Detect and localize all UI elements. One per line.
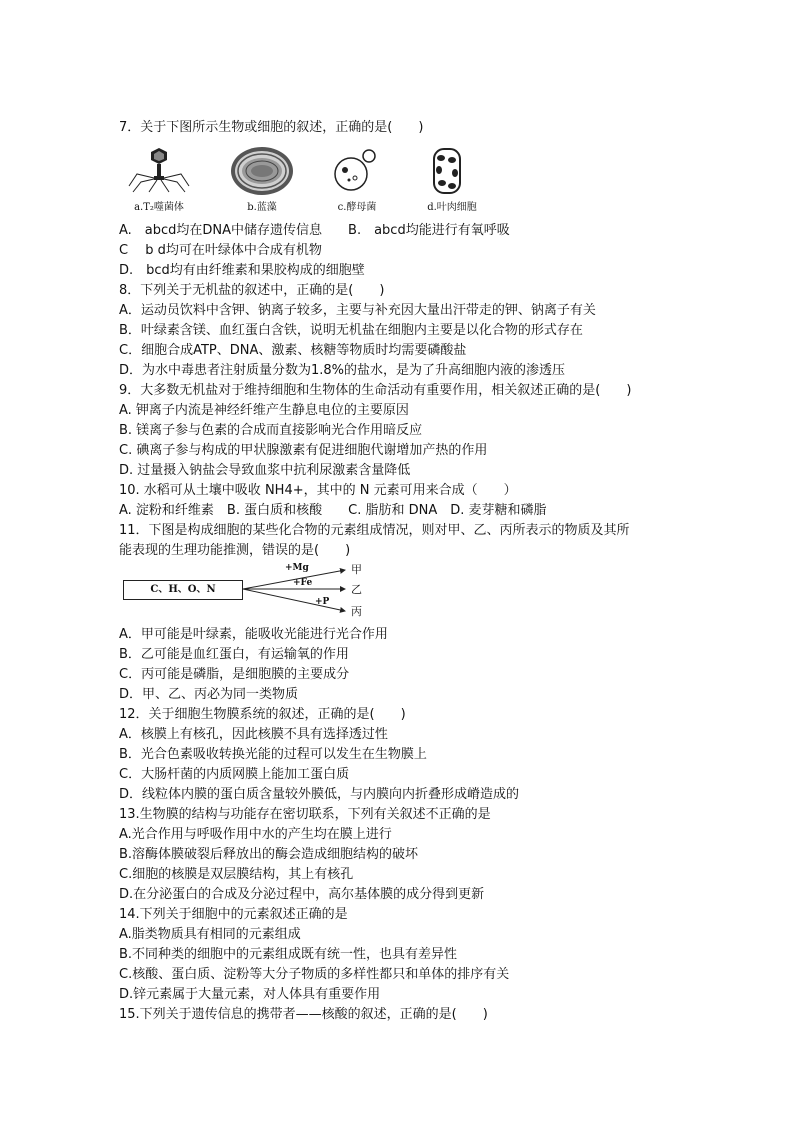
q12-option-a: A．核膜上有核孔，因此核膜不具有选择透过性	[119, 727, 388, 742]
caption-c: c.酵母菌	[337, 202, 377, 213]
q15-stem: 15.下列关于遗传信息的携带者——核酸的叙述，正确的是( )	[119, 1007, 488, 1022]
q7-option-c: C b d均可在叶绿体中合成有机物	[119, 243, 322, 258]
q10-stem: 10. 水稻可从土壤中吸收 NH4+，其中的 N 元素可用来合成（ ）	[119, 483, 517, 498]
caption-a: a.T₂噬菌体	[134, 202, 184, 213]
output-jia: 甲	[351, 563, 362, 576]
element-diagram	[123, 563, 383, 618]
q7-option-d: D. bcd均有由纤维素和果胶构成的细胞壁	[119, 263, 365, 278]
q8-option-a: A．运动员饮料中含钾、钠离子较多，主要与补充因大量出汗带走的钾、钠离子有关	[119, 303, 596, 318]
yeast-figure	[327, 146, 387, 213]
q9-option-d: D. 过量摄入钠盐会导致血浆中抗利尿激素含量降低	[119, 463, 411, 478]
q11-option-d: D．甲、乙、丙必为同一类物质	[119, 687, 299, 702]
q13-stem: 13.生物膜的结构与功能存在密切联系，下列有关叙述不正确的是	[119, 807, 491, 822]
q13-option-d: D.在分泌蛋白的合成及分泌过程中，高尔基体膜的成分得到更新	[119, 887, 485, 902]
phage-icon	[119, 146, 199, 196]
label-mg: +Mg	[285, 563, 309, 573]
q11-stem-line2: 能表现的生理功能推测，错误的是( )	[119, 543, 351, 558]
q9-option-a: A. 钾离子内流是神经纤维产生静息电位的主要原因	[119, 403, 409, 418]
q9-stem: 9．大多数无机盐对于维持细胞和生物体的生命活动有重要作用，相关叙述正确的是( )	[119, 383, 632, 398]
q14-stem: 14.下列关于细胞中的元素叙述正确的是	[119, 907, 348, 922]
element-box: C、H、O、N	[123, 580, 243, 600]
output-yi: 乙	[351, 583, 362, 596]
arrow-p	[243, 589, 345, 611]
label-fe: +Fe	[293, 578, 313, 588]
q11-option-c: C．丙可能是磷脂，是细胞膜的主要成分	[119, 667, 350, 682]
q14-option-a: A.脂类物质具有相同的元素组成	[119, 927, 301, 942]
q8-option-d: D．为水中毒患者注射质量分数为1.8%的盐水，是为了升高细胞内液的渗透压	[119, 363, 566, 378]
caption-b: b.蓝藻	[247, 202, 277, 213]
q9-option-c: C. 碘离子参与构成的甲状腺激素有促进细胞代谢增加产热的作用	[119, 443, 488, 458]
q12-option-d: D．线粒体内膜的蛋白质含量较外膜低，与内膜向内折叠形成嵴造成的	[119, 787, 520, 802]
q7-option-ab: A. abcd均在DNA中储存遗传信息 B. abcd均能进行有氧呼吸	[119, 223, 510, 238]
yeast-icon	[327, 146, 387, 196]
q8-option-b: B．叶绿素含镁、血红蛋白含铁，说明无机盐在细胞内主要是以化合物的形式存在	[119, 323, 583, 338]
q11-stem-line1: 11．下图是构成细胞的某些化合物的元素组成情况，则对甲、乙、丙所表示的物质及其所	[119, 523, 630, 538]
q13-option-c: C.细胞的核膜是双层膜结构，其上有核孔	[119, 867, 354, 882]
label-p: +P	[315, 597, 330, 607]
q12-option-c: C．大肠杆菌的内质网膜上能加工蛋白质	[119, 767, 350, 782]
q8-option-c: C．细胞合成ATP、DNA、激素、核糖等物质时均需要磷酸盐	[119, 343, 467, 358]
q14-option-d: D.锌元素属于大量元素，对人体具有重要作用	[119, 987, 381, 1002]
q7-figure	[119, 146, 539, 216]
q14-option-b: B.不同种类的细胞中的元素组成既有统一性，也具有差异性	[119, 947, 458, 962]
cyanobacteria-icon	[227, 146, 297, 196]
cyanobacteria-figure	[227, 146, 297, 213]
q10-options: A. 淀粉和纤维素 B. 蛋白质和核酸 C. 脂肪和 DNA D. 麦芽糖和磷脂	[119, 503, 547, 518]
q11-option-a: A．甲可能是叶绿素，能吸收光能进行光合作用	[119, 627, 388, 642]
diagram-arrows	[123, 567, 383, 617]
mesophyll-figure	[417, 146, 487, 213]
q12-option-b: B．光合色素吸收转换光能的过程可以发生在生物膜上	[119, 747, 427, 762]
q7-stem: 7．关于下图所示生物或细胞的叙述，正确的是( )	[119, 120, 424, 135]
q13-option-b: B.溶酶体膜破裂后释放出的酶会造成细胞结构的破坏	[119, 847, 419, 862]
output-bing: 丙	[351, 605, 362, 618]
q11-option-b: B．乙可能是血红蛋白，有运输氧的作用	[119, 647, 349, 662]
q12-stem: 12．关于细胞生物膜系统的叙述，正确的是( )	[119, 707, 406, 722]
caption-d: d.叶肉细胞	[427, 202, 477, 213]
mesophyll-cell-icon	[417, 146, 487, 196]
q13-option-a: A.光合作用与呼吸作用中水的产生均在膜上进行	[119, 827, 392, 842]
phage-figure	[119, 146, 199, 213]
q8-stem: 8．下列关于无机盐的叙述中，正确的是( )	[119, 283, 385, 298]
q14-option-c: C.核酸、蛋白质、淀粉等大分子物质的多样性都只和单体的排序有关	[119, 967, 510, 982]
q9-option-b: B. 镁离子参与色素的合成而直接影响光合作用暗反应	[119, 423, 423, 438]
